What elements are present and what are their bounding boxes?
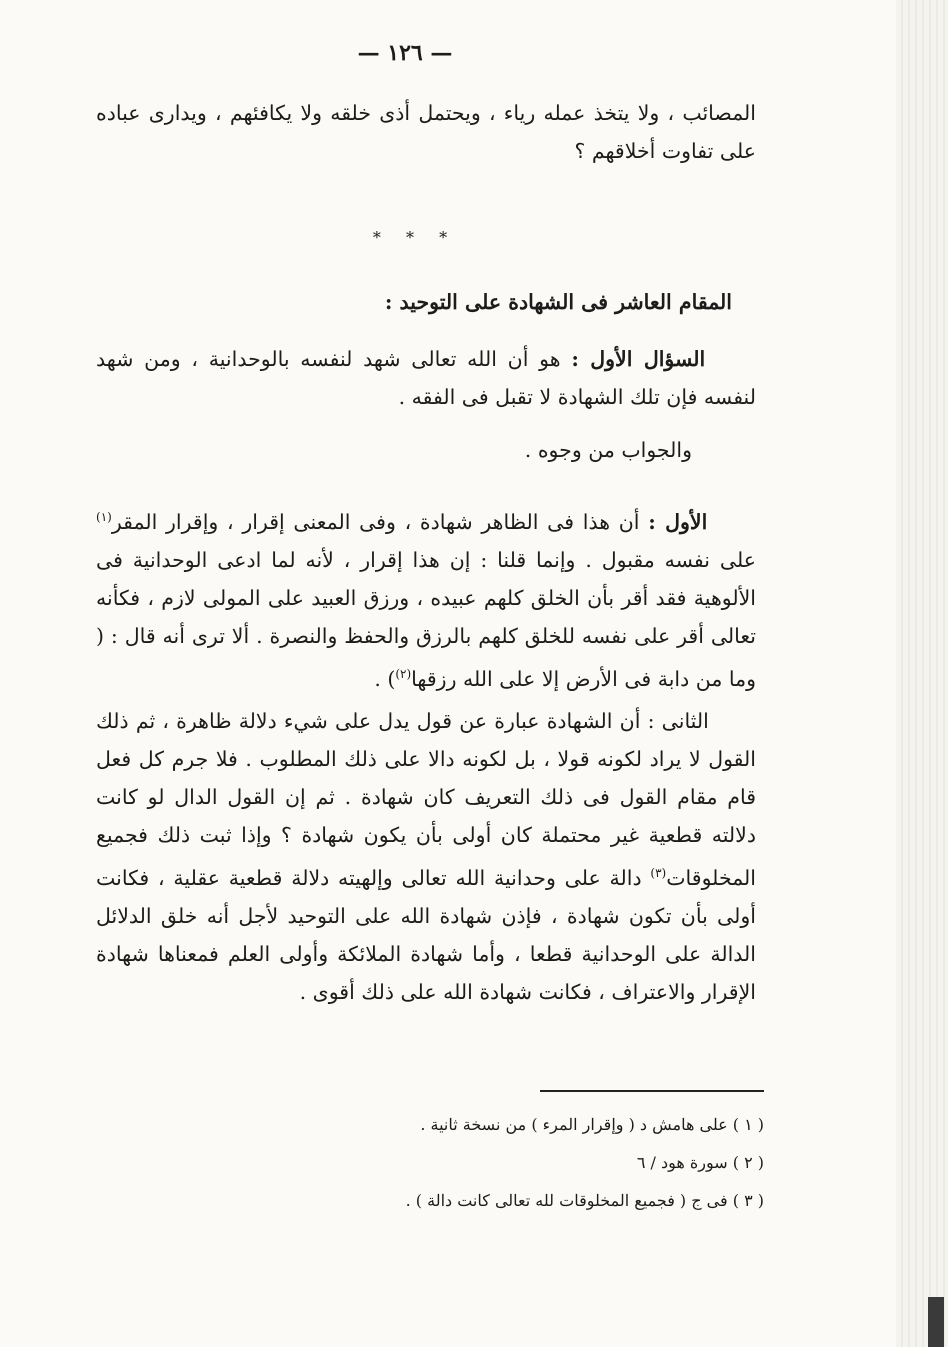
question-text: هو أن الله تعالى شهد لنفسه بالوحدانية ، ومن شهد لنفسه فإن تلك الشهادة لا تقبل فى الفقه .	[96, 347, 756, 409]
section-separator: * * *	[372, 228, 458, 247]
page-number: — ١٢٦ —	[357, 40, 453, 66]
footnote-divider	[540, 1090, 764, 1092]
second-point-text-b: دالة على وحدانية الله تعالى وإلهيته دلالة قطعية عقلية ، فكانت أولى بأن تكون شهادة ، فإذن شهادة الله على التوحيد لأجل أنه خلق الدلائل الدالة على الوحدانية قطعا ، وأما شهادة الملائكة وأولى العلم فمعناها شهادة الإقرار والاعتراف ، فكانت شهادة الله على ذلك أقوى .	[96, 865, 756, 1004]
first-point-label: الأول :	[648, 509, 708, 534]
second-point-label: الثانى :	[647, 709, 709, 733]
second-point-paragraph	[96, 702, 756, 1011]
first-point-text-b: على نفسه مقبول . وإنما قلنا : إن هذا إقرار ، لأنه لما ادعى الوحدانية فى الألوهية فقد أقر بأن الخلق كلهم عبيده ، ورزق العبيد على المولى لازم ، فكأنه تعالى أقر على نفسه للخلق كلهم بالرزق والحفظ والنصرة . ألا ترى أنه قال : ( وما من دابة فى الأرض إلا على الله رزقها	[96, 547, 756, 691]
second-point-text-a: أن الشهادة عبارة عن قول يدل على شيء دلالة ظاهرة ، ثم ذلك القول لا يراد لكونه قولا ، بل لكونه دالا على ذلك المطلوب . فلا جرم كل فعل قام مقام القول فى ذلك التعريف كان شهادة . ثم إن القول الدال لو كانت دلالته قطعية غير محتملة كان أولى بأن يكون شهادة ؟ وإذا ثبت ذلك فجميع المخلوقات	[96, 709, 756, 890]
scan-edge-mark	[928, 1297, 944, 1347]
first-point-text-c: ) .	[374, 666, 396, 691]
footnote-ref-2: (٢)	[395, 666, 412, 681]
question-paragraph	[96, 340, 756, 416]
footnote-2: ( ٢ ) سورة هود / ٦	[636, 1153, 764, 1172]
footnote-3: ( ٣ ) فى ج ( فجميع المخلوقات لله تعالى كانت دالة ) .	[405, 1191, 764, 1210]
answer-intro: والجواب من وجوه .	[524, 438, 692, 462]
section-heading: المقام العاشر فى الشهادة على التوحيد :	[384, 290, 732, 314]
first-point-text-a: أن هذا فى الظاهر شهادة ، وفى المعنى إقرار ، وإقرار المقر	[111, 509, 640, 534]
footnotes	[300, 1106, 764, 1220]
page-edge	[896, 0, 948, 1347]
footnote-1: ( ١ ) على هامش د ( وإقرار المرء ) من نسخة ثانية .	[420, 1115, 764, 1134]
first-point-paragraph	[96, 498, 756, 698]
question-label: السؤال الأول :	[571, 347, 706, 371]
intro-paragraph	[96, 94, 756, 170]
intro-text: المصائب ، ولا يتخذ عمله رياء ، ويحتمل أذى خلقه ولا يكافئهم ، ويدارى عباده على تفاوت أخلاقهم ؟	[96, 101, 756, 163]
footnote-ref-3: (٣)	[650, 866, 667, 880]
footnote-ref-1: (١)	[96, 510, 112, 524]
